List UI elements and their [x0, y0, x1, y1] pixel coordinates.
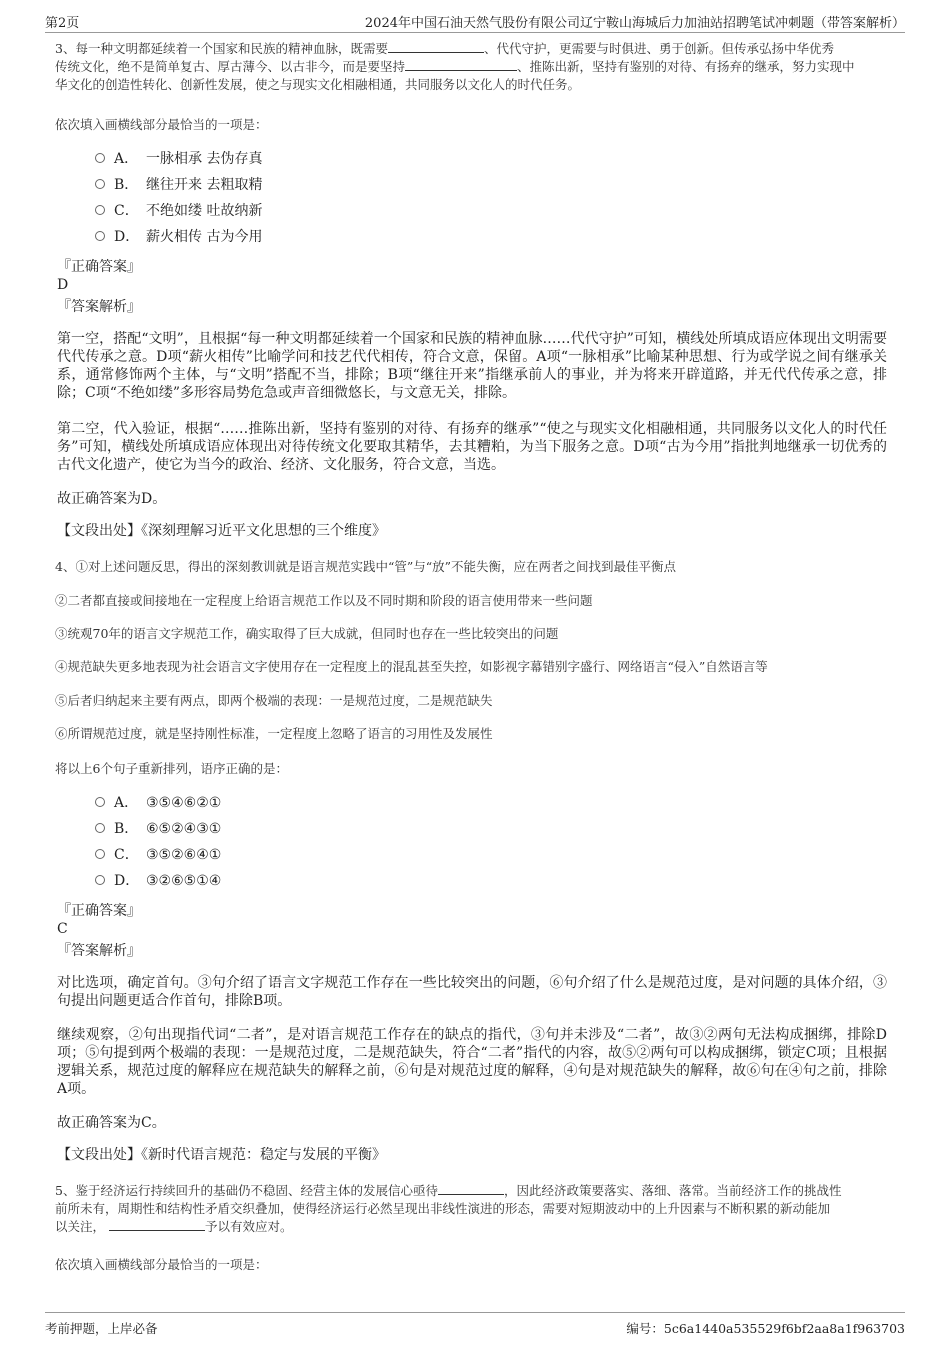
q3-answer-label: 『正确答案』 — [57, 259, 141, 275]
q3-option-d[interactable]: D． 薪火相传 古为今用 — [95, 226, 262, 248]
radio-icon[interactable] — [95, 875, 105, 885]
q4-option-d[interactable]: D． ③②⑥⑤①④ — [95, 870, 221, 892]
question-3-prompt: 依次填入画横线部分最恰当的一项是： — [55, 117, 268, 132]
q3-option-b[interactable]: B． 继往开来 去粗取精 — [95, 174, 262, 196]
q4-answer-label: 『正确答案』 — [57, 903, 141, 919]
blank-1 — [388, 40, 484, 53]
footer-slogan: 考前押题，上岸必备 — [45, 1321, 158, 1336]
q4-analysis-paragraph-2: 继续观察，②句出现指代词“二者”，是对语言规范工作存在的缺点的指代，③句并未涉及“二者”，故③②两句无法构成捆绑，排除D项；⑤句提到两个极端的表现：一是规范过度，二是规范缺失，符合“二者”指代的内容，故⑤②两句可以构成捆绑，锁定C项；且根据逻辑关系，规范过度的解释应在规范缺失的解释之前，⑥句是对规范过度的解释，④句是对规范缺失的解释，故⑥句在④句之前，排除A项。 — [57, 1027, 887, 1097]
document-id: 编号：5c6a1440a535529f6bf2aa8a1f963703 — [626, 1321, 905, 1336]
blank-2 — [109, 1218, 205, 1231]
radio-icon[interactable] — [95, 153, 105, 163]
q4-answer: C — [57, 921, 68, 937]
q4-sentence-4: ④规范缺失更多地表现为社会语言文字使用存在一定程度上的混乱甚至失控，如影视字幕错别字盛行、网络语言“侵入”自然语言等 — [55, 659, 768, 674]
q3-option-a[interactable]: A． 一脉相承 去伪存真 — [95, 148, 262, 170]
radio-icon[interactable] — [95, 849, 105, 859]
page-number: 第2页 — [45, 16, 80, 31]
radio-icon[interactable] — [95, 179, 105, 189]
radio-icon[interactable] — [95, 231, 105, 241]
q4-sentence-5: ⑤后者归纳起来主要有两点，即两个极端的表现：一是规范过度，二是规范缺失 — [55, 693, 493, 708]
q4-source: 【文段出处】《新时代语言规范：稳定与发展的平衡》 — [57, 1147, 386, 1163]
q3-answer: D — [57, 277, 69, 293]
question-5-stem: 5、鉴于经济运行持续回升的基础仍不稳固、经营主体的发展信心亟待 ，因此经济政策要落实、落细、落常。当前经济工作的挑战性 前所未有，周期性和结构性矛盾交织叠加，使得经济运行必然呈现出非线性演进的形态，需要对短期波动中的上升因素与不断积累的新动能加 以关注， 予以有效应对。 — [55, 1183, 842, 1234]
q4-option-b[interactable]: B． ⑥⑤②④③① — [95, 818, 221, 840]
radio-icon[interactable] — [95, 797, 105, 807]
radio-icon[interactable] — [95, 205, 105, 215]
q3-analysis-paragraph-1: 第一空，搭配“文明”，且根据“每一种文明都延续着一个国家和民族的精神血脉……代代守护”可知，横线处所填成语应体现出文明需要代代传承之意。D项“薪火相传”比喻学问和技艺代代相传，符合文意，保留。A项“一脉相承”比喻某种思想、行为或学说之间有继承关系，通常修饰两个主体，与“文明”搭配不当，排除；B项“继往开来”指继承前人的事业，并为将来开辟道路，并无代代传承之意，排除；C项“不绝如缕”多形容局势危急或声音细微悠长，与文意无关，排除。 — [57, 331, 887, 401]
q4-prompt: 将以上6个句子重新排列，语序正确的是： — [55, 761, 288, 776]
q4-sentence-2: ②二者都直接或间接地在一定程度上给语言规范工作以及不同时期和阶段的语言使用带来一些问题 — [55, 593, 593, 608]
q4-analysis-label: 『答案解析』 — [57, 943, 141, 959]
q4-sentence-1: 4、①对上述问题反思，得出的深刻教训就是语言规范实践中“管”与“放”不能失衡，应在两者之间找到最佳平衡点 — [55, 559, 677, 574]
q3-conclusion: 故正确答案为D。 — [57, 491, 167, 507]
q3-option-c[interactable]: C． 不绝如缕 吐故纳新 — [95, 200, 262, 222]
page-footer — [45, 1312, 905, 1339]
blank-1 — [438, 1182, 504, 1195]
q4-option-a[interactable]: A． ③⑤④⑥②① — [95, 792, 221, 814]
q4-analysis-paragraph-1: 对比选项，确定首句。③句介绍了语言文字规范工作存在一些比较突出的问题，⑥句介绍了什么是规范过度，是对问题的具体介绍，③句提出问题更适合作首句，排除B项。 — [57, 975, 887, 1009]
q3-source: 【文段出处】《深刻理解习近平文化思想的三个维度》 — [57, 523, 386, 539]
q4-option-c[interactable]: C． ③⑤②⑥④① — [95, 844, 221, 866]
q4-sentence-3: ③统观70年的语言文字规范工作，确实取得了巨大成就，但同时也存在一些比较突出的问题 — [55, 626, 559, 641]
page-header — [45, 10, 905, 33]
q4-conclusion: 故正确答案为C。 — [57, 1115, 166, 1131]
q4-sentence-6: ⑥所谓规范过度，就是坚持刚性标准，一定程度上忽略了语言的习用性及发展性 — [55, 726, 493, 741]
question-5-prompt: 依次填入画横线部分最恰当的一项是： — [55, 1257, 268, 1272]
q3-analysis-paragraph-2: 第二空，代入验证，根据“……推陈出新，坚持有鉴别的对待、有扬弃的继承”“使之与现实文化相融相通，共同服务以文化人的时代任务”可知，横线处所填成语应体现出对待传统文化要取其精华，去其糟粕，为当下服务之意。D项“古为今用”指批判地继承一切优秀的古代文化遗产，使它为当今的政治、经济、文化服务，符合文意，当选。 — [57, 421, 887, 473]
document-title: 2024年中国石油天然气股份有限公司辽宁鞍山海城后力加油站招聘笔试冲刺题（带答案解析） — [364, 16, 905, 31]
q3-analysis-label: 『答案解析』 — [57, 299, 141, 315]
question-3-stem: 3、每一种文明都延续着一个国家和民族的精神血脉，既需要 、代代守护，更需要与时俱进、勇于创新。但传承弘扬中华优秀 传统文化，绝不是简单复古、厚古薄今、以古非今，而是要坚持 、推陈出新，坚持有鉴别的对待、有扬弃的继承，努力实现中 华文化的创造性转化、创新性发展，使之与现实文化相融相通，共同服务以文化人的时代任务。 — [55, 41, 855, 92]
blank-2 — [405, 58, 517, 71]
radio-icon[interactable] — [95, 823, 105, 833]
